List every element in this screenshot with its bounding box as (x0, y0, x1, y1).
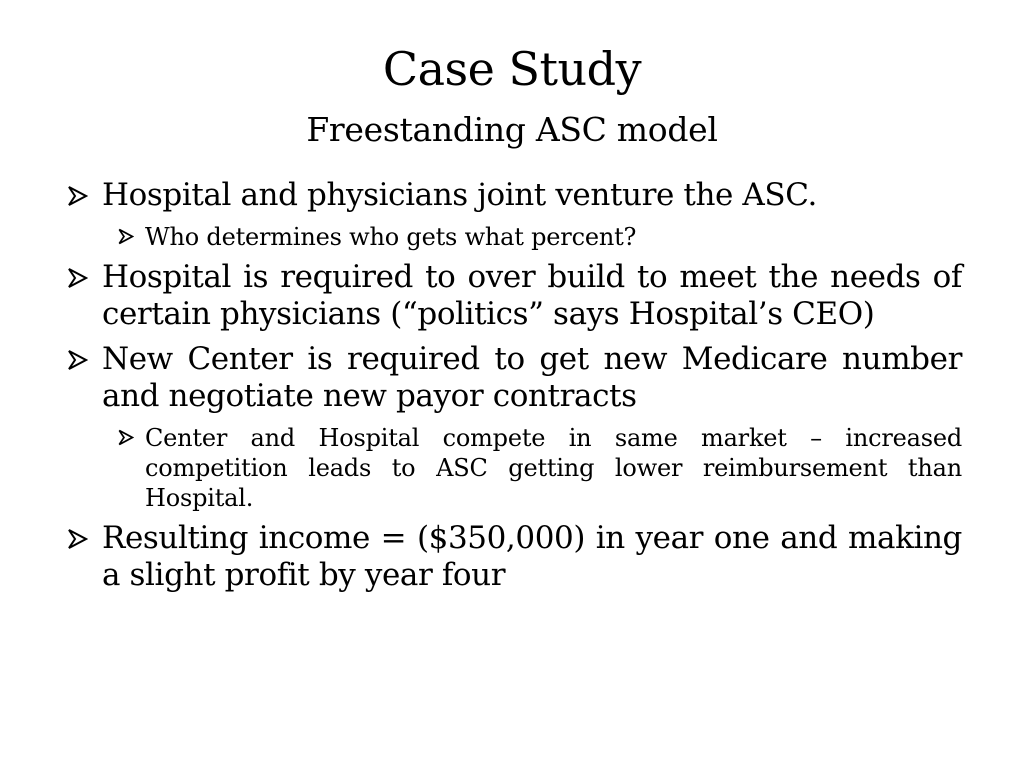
arrowhead-bullet-icon (117, 429, 134, 446)
bullet-text: Resulting income = ($350,000) in year one and making a slight profit by year four (102, 520, 962, 593)
bullet-text: Hospital and physicians joint venture the ASC. (102, 177, 817, 213)
arrowhead-bullet-icon (66, 528, 88, 550)
bullet-text: New Center is required to get new Medicare number and negotiate new payor contracts (102, 341, 962, 414)
sub-bullet-item (115, 222, 962, 252)
arrowhead-bullet-icon (117, 228, 134, 245)
bullet-list (62, 177, 962, 602)
arrowhead-bullet-icon (66, 185, 88, 207)
slide-title: Case Study (382, 42, 642, 96)
bullet-item (62, 341, 962, 415)
slide-subtitle: Freestanding ASC model (306, 110, 718, 149)
sub-bullet-text: Who determines who gets what percent? (145, 223, 637, 251)
bullet-item (62, 520, 962, 594)
bullet-text: Hospital is required to over build to meet the needs of certain physicians (“politics” says Hospital’s CEO) (102, 259, 962, 332)
sub-bullet-item (115, 423, 962, 513)
bullet-item (62, 259, 962, 333)
arrowhead-bullet-icon (66, 267, 88, 289)
arrowhead-bullet-icon (66, 349, 88, 371)
sub-bullet-text: Center and Hospital compete in same market – increased competition leads to ASC getting lower reimbursement than Hospital. (145, 424, 962, 512)
bullet-item (62, 177, 962, 214)
